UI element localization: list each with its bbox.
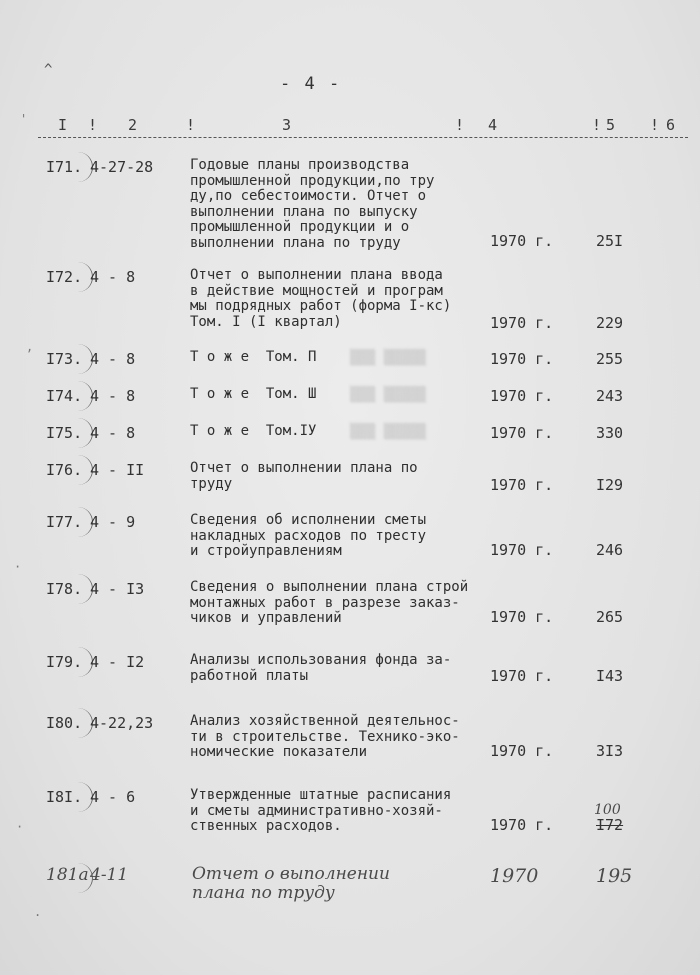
row-pages-struck: I72	[596, 816, 624, 834]
row-title: Т о ж е Том. П	[190, 349, 317, 365]
row-title: Отчет о выполнении плана ввода в действие мощностей и програм мы подрядных работ (форма I-кс) Том. I (I квартал)	[190, 267, 452, 330]
row-year: 1970 г.	[490, 232, 554, 250]
header-sep: !	[650, 116, 660, 134]
row-code: 4 - 8	[90, 424, 136, 442]
row-year: 1970 г.	[490, 816, 554, 834]
row-title: Отчет о выполнении плана по труду	[192, 864, 390, 903]
row-year: 1970	[490, 865, 539, 887]
header-sep: !	[455, 116, 465, 134]
corner-mark: ^	[44, 62, 53, 78]
row-year: 1970 г.	[490, 541, 554, 559]
header-col-4: 4	[488, 116, 498, 134]
row-title: Утвержденные штатные расписания и сметы административно-хозяй- ственных расходов.	[190, 787, 452, 834]
row-pages: I29	[596, 476, 624, 494]
row-year: 1970 г.	[490, 314, 554, 332]
row-number: I76.	[46, 461, 83, 479]
row-pages: 255	[596, 350, 624, 368]
row-title: Т о ж е Том.IУ	[190, 423, 317, 439]
row-year: 1970 г.	[490, 424, 554, 442]
header-sep: !	[186, 116, 196, 134]
row-pages: 195	[596, 865, 633, 887]
row-number: I73.	[46, 350, 83, 368]
row-title: Сведения о выполнении плана строй монтажных работ в разрезе заказ- чиков и управлений	[190, 579, 469, 626]
margin-mark: ·	[14, 560, 22, 574]
header-col-6: 6	[666, 116, 676, 134]
margin-mark: .	[34, 905, 42, 919]
row-number: I80.	[46, 714, 83, 732]
faded-text-blur: ▒▒▒ ▒▒▒▒▒	[350, 387, 426, 403]
column-header	[0, 116, 700, 136]
faded-text-blur: ▒▒▒ ▒▒▒▒▒	[350, 424, 426, 440]
row-code: 4 - I2	[90, 653, 145, 671]
row-pages: 243	[596, 387, 624, 405]
header-col-5: 5	[606, 116, 616, 134]
row-title: Отчет о выполнении плана по труду	[190, 460, 418, 492]
header-sep: !	[592, 116, 602, 134]
row-title: Анализы использования фонда за- работной платы	[190, 652, 452, 684]
row-pages: 330	[596, 424, 624, 442]
row-pages: 246	[596, 541, 624, 559]
row-title: Анализ хозяйственной деятельнос- ти в строительстве. Технико-эко- номические показатели	[190, 713, 460, 760]
row-title: Т о ж е Том. Ш	[190, 386, 317, 402]
row-pages: I43	[596, 667, 624, 685]
row-number: I71.	[46, 158, 83, 176]
row-pages: 265	[596, 608, 624, 626]
margin-mark: ,	[26, 340, 34, 354]
row-pages: 229	[596, 314, 624, 332]
header-col-1: I	[58, 116, 68, 134]
row-code: 4 - 8	[90, 350, 136, 368]
row-year: 1970 г.	[490, 667, 554, 685]
row-number: I79.	[46, 653, 83, 671]
row-number: I77.	[46, 513, 83, 531]
header-sep: !	[88, 116, 98, 134]
faded-text-blur: ▒▒▒ ▒▒▒▒▒	[350, 350, 426, 366]
row-code: 4 - 9	[90, 513, 136, 531]
row-number: I75.	[46, 424, 83, 442]
margin-mark: '	[20, 112, 28, 126]
row-code: 4 - 6	[90, 788, 136, 806]
row-code: 4 - 8	[90, 268, 136, 286]
handwritten-page-correction: 100	[594, 802, 621, 818]
header-divider	[38, 137, 688, 138]
row-year: 1970 г.	[490, 608, 554, 626]
row-number: I78.	[46, 580, 83, 598]
header-col-2: 2	[128, 116, 138, 134]
margin-mark: ·	[16, 820, 24, 834]
row-number: I8I.	[46, 788, 83, 806]
row-code: 4-22,23	[90, 714, 154, 732]
header-col-3: 3	[282, 116, 292, 134]
row-number: I74.	[46, 387, 83, 405]
row-code: 4 - 8	[90, 387, 136, 405]
row-code: 4-27-28	[90, 158, 154, 176]
row-title: Годовые планы производства промышленной продукции,по тру ду,по себестоимости. Отчет о выполнении плана по выпуску промышленной продукции и о выполнении плана по труду	[190, 157, 435, 251]
row-pages: 25I	[596, 232, 624, 250]
row-title: Сведения об исполнении сметы накладных расходов по тресту и стройуправлениям	[190, 512, 427, 559]
row-year: 1970 г.	[490, 742, 554, 760]
row-number: I72.	[46, 268, 83, 286]
row-year: 1970 г.	[490, 350, 554, 368]
row-year: 1970 г.	[490, 476, 554, 494]
row-code: 4 - II	[90, 461, 145, 479]
row-year: 1970 г.	[490, 387, 554, 405]
row-pages: 3I3	[596, 742, 624, 760]
page-number: - 4 -	[280, 74, 342, 94]
row-code: 4-11	[90, 865, 129, 885]
row-number: 181a	[46, 865, 89, 885]
row-code: 4 - I3	[90, 580, 145, 598]
